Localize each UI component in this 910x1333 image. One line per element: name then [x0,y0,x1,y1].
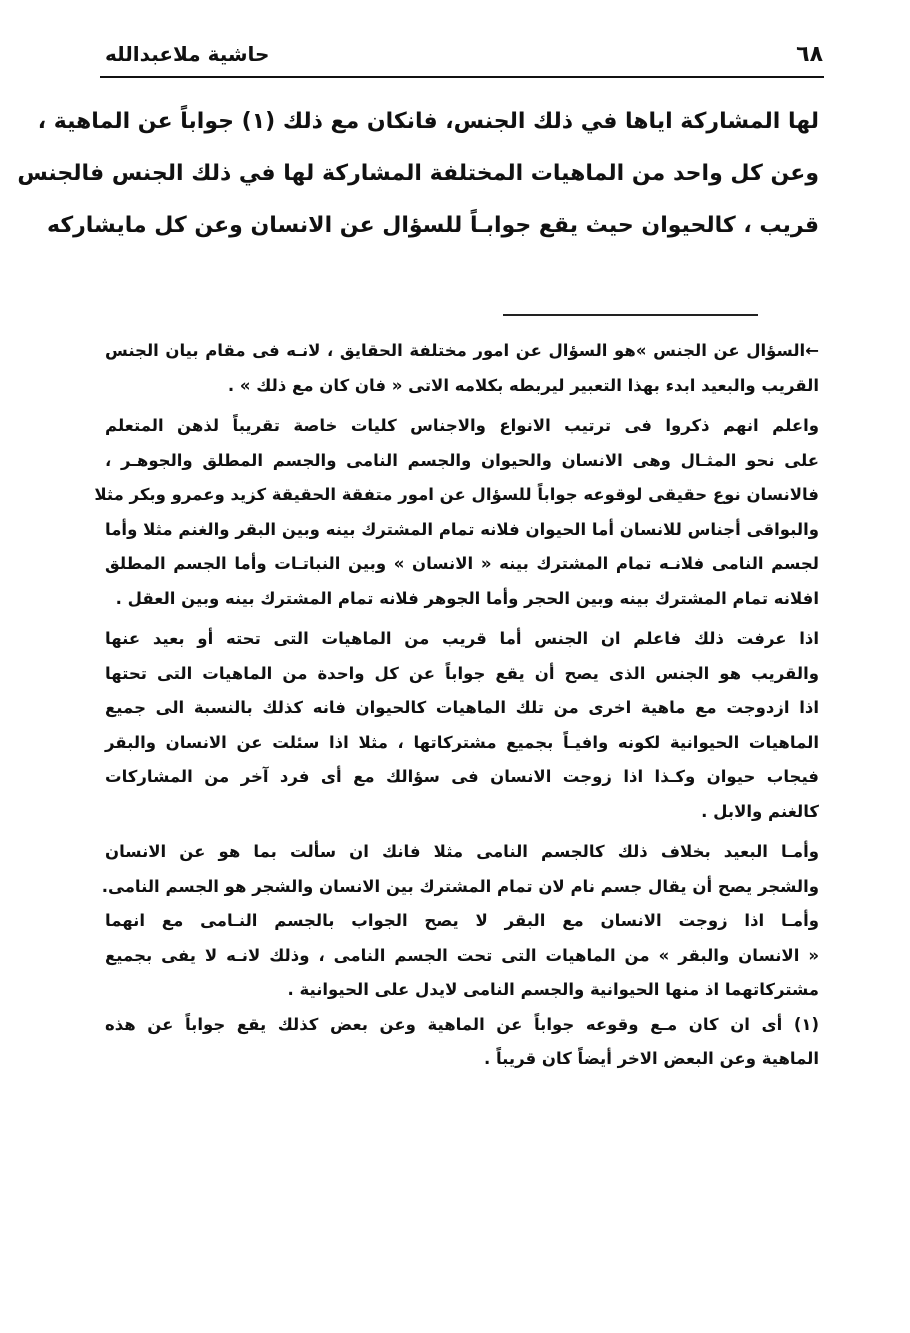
footnote-paragraph [105,1008,819,1077]
footnote-line: الماهية وعن البعض الاخر أيضاً كان قريباً . [483,1049,819,1068]
footnote-separator [503,314,758,316]
header-rule [100,76,824,78]
footnote-line: وأمـا البعيد بخلاف ذلك كالجسم النامى مثلا فانك ان سألت بما هو عن الانسان [105,842,819,861]
page-header [105,42,823,76]
footnote-line: فالانسان نوع حقيقى لوقوعه جواباً للسؤال عن امور متفقة الحقيقة كزيد وعمرو وبكر مثلا [94,485,819,504]
footnote-paragraph [105,904,819,1008]
footnote-paragraph [94,409,819,616]
footnote-line: على نحو المثـال وهى الانسان والحيوان والجسم النامى والجسم المطلق والجوهـر ، [105,450,819,470]
footnote-line: فيجاب حيوان وكـذا اذا زوجت الانسان فى سؤالك مع أى فرد آخر من المشاركات [105,767,819,786]
footnote-paragraph [105,334,819,403]
footnote-line: اذا ازدوجت مع ماهية اخرى من تلك الماهيات كالحيوان فانه كذلك بالنسبة الى جميع [105,698,819,717]
footnote-line: كالغنم والابل . [701,801,819,821]
footnote-line: افلانه تمام المشترك بينه وبين الحجر وأما الجوهر فلانه تمام المشترك بينه وبين العقل . [115,588,819,608]
footnote-line: والقريب هو الجنس الذى يصح أن يقع جواباً عن كل واحدة من الماهيات التى تحتها [105,663,819,683]
footnote-line: الماهيات الحيوانية لكونه وافيـاً بجميع مشتركاتها ، مثلا اذا سئلت عن الانسان والبقر [105,732,819,752]
footnote-paragraph [105,622,819,829]
footnote-line: لجسم النامى فلانـه تمام المشترك بينه « الانسان » وبين النباتـات وأما الجسم المطلق [105,554,819,573]
footnote-line: والبواقى أجناس للانسان أما الحيوان فلانه تمام المشترك بينه وبين البقر والغنم مثلا وأما [105,519,819,539]
footnote-line: القريب والبعيد ابدء بهذا التعبير ليربطه بكلامه الاتى « فان كان مع ذلك » . [227,375,819,395]
page-number: ٦٨ [796,42,823,67]
footnote-paragraph [101,835,819,904]
footnote-line: مشتركاتهما اذ منها الحيوانية والجسم النامى لايدل على الحيوانية . [287,980,819,999]
footnote-line: والشجر يصح أن يقال جسم نام لان تمام المشترك بين الانسان والشجر هو الجسم النامى. [101,876,819,896]
running-title: حاشية ملاعبدالله [105,42,270,66]
main-text-line: لها المشاركة اياها في ذلك الجنس، فانكان مع ذلك (١) جواباً عن الماهية ، [37,109,819,134]
footnotes [94,334,819,1077]
footnote-line: وأمـا اذا زوجت الانسان مع البقر لا يصح الجواب بالجسم النـامى مع انهما [105,911,819,930]
footnote-line: ←السؤال عن الجنس »هو السؤال عن امور مختلفة الحقايق ، لانـه فى مقام بيان الجنس [105,341,819,360]
footnote-line: واعلم انهم ذكروا فى ترتيب الانواع والاجناس كليات خاصة تقريباً لذهن المتعلم [105,416,819,435]
main-text-line: قريب ، كالحيوان حيث يقع جوابـاً للسؤال عن الانسان وعن كل مايشاركه [47,213,819,238]
main-text-line: وعن كل واحد من الماهيات المختلفة المشاركة لها في ذلك الجنس فالجنس [17,161,819,186]
footnote-line: « الانسان والبقر » من الماهيات التى تحت الجسم النامى ، وذلك لانـه لا يفى بجميع [105,945,819,965]
footnote-line: اذا عرفت ذلك فاعلم ان الجنس أما قريب من الماهيات التى تحته أو بعيد عنها [105,629,819,648]
main-text [17,96,819,252]
footnote-line: (١) أى ان كان مـع وقوعه جواباً عن الماهية وعن بعض كذلك يقع جواباً عن هذه [105,1014,819,1034]
